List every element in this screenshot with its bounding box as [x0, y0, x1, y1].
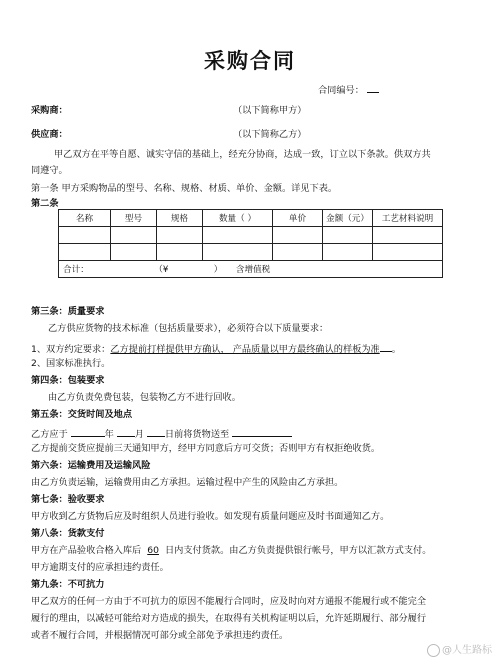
contract-number-blank[interactable] [367, 81, 379, 93]
article-2-title: 第二条 [31, 198, 59, 209]
article-9-line-1: 甲乙双方的任何一方由于不可抗力的原因不能履行合同时，应及时向对方通报不能履行或不能完全 [31, 596, 427, 607]
total-close: ） [213, 265, 223, 275]
header-material-note: 工艺材料说明 [373, 210, 443, 227]
watermark [427, 641, 492, 657]
header-name: 名称 [59, 210, 111, 227]
payment-suffix: 日内支付货款。由乙方负责提供银行帐号，甲方以汇款方式支付。 [164, 545, 432, 556]
article-5-title: 第五条：交货时间及地点 [31, 409, 133, 420]
header-amount: 金额（元） [323, 210, 373, 227]
table-cell[interactable] [273, 244, 323, 261]
article-8-line-1 [31, 544, 431, 557]
table-cell[interactable] [111, 227, 157, 244]
article-7-title: 第七条：验收要求 [31, 494, 105, 505]
article-6-para: 由乙方负责运输，运输费用由乙方承担。运输过程中产生的风险由乙方承担。 [31, 477, 344, 488]
year-label: 年 [104, 429, 114, 440]
watermark-text: @人生路标 [442, 645, 492, 656]
document-title: 采购合同 [204, 49, 296, 73]
delivery-month-blank[interactable] [117, 425, 135, 437]
article-9-line-2: 履行的理由，以减轻可能给对方造成的损失，在取得有关机构证明以后，允许延期履行、部分履行 [31, 613, 427, 624]
contract-number-label: 合同编号： [318, 85, 364, 96]
article-8-line-2: 甲方逾期支付的应承担违约责任。 [31, 562, 169, 573]
article-9-title: 第九条：不可抗力 [31, 579, 105, 590]
table-cell[interactable] [273, 227, 323, 244]
table-row [59, 244, 443, 261]
delivery-date-prefix: 乙方应于 [31, 429, 68, 440]
table-cell[interactable] [323, 244, 373, 261]
watermark-icon [427, 644, 440, 657]
article-3-item-1 [31, 340, 401, 356]
supplier-label: 供应商： [31, 129, 68, 140]
article-5-line-1 [31, 425, 292, 441]
table-total-cell[interactable] [59, 261, 443, 278]
article-4-para: 由乙方负责免费包装，包装物乙方不进行回收。 [48, 392, 241, 403]
table-cell[interactable] [157, 244, 203, 261]
total-label: 合计： [63, 265, 89, 275]
header-unit-price: 单价 [273, 210, 323, 227]
table-cell[interactable] [373, 227, 443, 244]
article-8-title: 第八条：货款支付 [31, 528, 105, 539]
article-3-item-1-blank [380, 340, 392, 352]
table-header-row [59, 210, 443, 227]
contract-number [318, 81, 379, 97]
article-6-title: 第六条：运输费用及运输风险 [31, 460, 151, 471]
article-4-title: 第四条：包装要求 [31, 375, 105, 386]
month-label: 月 [134, 429, 144, 440]
total-tax-note: 含增值税 [235, 265, 271, 275]
delivery-location-label: 日前将货物送至 [164, 429, 230, 440]
article-3-title: 第三条：质量要求 [31, 306, 105, 317]
article-1: 第一条 甲方采购物品的型号、名称、规格、材质、单价、金额。详见下表。 [31, 183, 338, 194]
buyer-note: （以下简称甲方） [233, 105, 307, 116]
header-spec: 规格 [157, 210, 203, 227]
delivery-year-blank[interactable] [71, 425, 105, 437]
delivery-location-blank[interactable] [232, 425, 292, 437]
table-cell[interactable] [157, 227, 203, 244]
payment-prefix: 甲方在产品验收合格入库后 [31, 545, 142, 556]
table-cell[interactable] [203, 244, 273, 261]
supplier-note: （以下简称乙方） [233, 129, 307, 140]
table-cell[interactable] [59, 244, 111, 261]
article-5-line-2: 乙方提前交货应提前三天通知甲方，经甲方同意后方可交货；否则甲方有权拒绝收货。 [31, 443, 381, 454]
article-7-para: 甲方收到乙方货物后应及时组织人员进行验收。如发现有质量问题应及时书面通知乙方。 [31, 511, 390, 522]
article-9-line-3: 或者不履行合同，并根据情况可部分或全部免予承担违约责任。 [31, 630, 289, 641]
table-total-row [59, 261, 443, 278]
header-model: 型号 [111, 210, 157, 227]
table-cell[interactable] [373, 244, 443, 261]
buyer-label: 采购商： [31, 105, 68, 116]
table-cell[interactable] [111, 244, 157, 261]
delivery-day-blank[interactable] [147, 425, 165, 437]
article-3-para: 乙方供应货物的技术标准（包括质量要求），必须符合以下质量要求： [48, 323, 329, 334]
table-cell[interactable] [203, 227, 273, 244]
intro-line-2: 同遵守。 [31, 165, 68, 176]
article-3-item-1-value: 乙方提前打样提供甲方确认， 产品质量以甲方最终确认的样板为准 [110, 344, 380, 355]
header-quantity: 数量（ ） [203, 210, 273, 227]
payment-days: 60 [147, 545, 159, 556]
article-3-item-1-label: 1、双方约定要求： [31, 344, 111, 355]
goods-table [58, 209, 443, 278]
total-value: （¥ [154, 265, 169, 275]
article-3-item-1-end: 。 [391, 344, 401, 355]
article-3-item-2: 2、国家标准执行。 [31, 358, 111, 369]
intro-line-1: 甲乙双方在平等自愿、诚实守信的基础上，经充分协商，达成一致，订立以下条款。供双方共 [54, 149, 431, 160]
table-cell[interactable] [59, 227, 111, 244]
table-row [59, 227, 443, 244]
table-cell[interactable] [323, 227, 373, 244]
